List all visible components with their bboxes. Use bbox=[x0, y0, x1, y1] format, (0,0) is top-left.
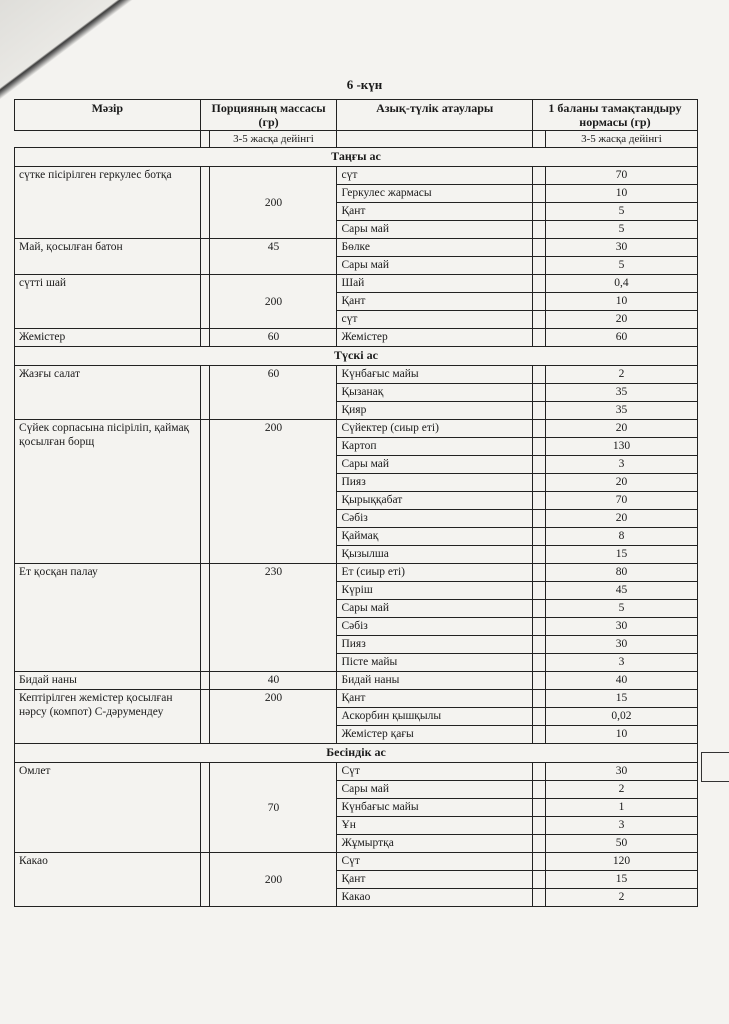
column-gap bbox=[532, 167, 545, 185]
column-gap bbox=[532, 600, 545, 618]
page-title: 6 -күн bbox=[346, 77, 383, 92]
ingredient-row bbox=[15, 420, 698, 438]
column-gap bbox=[532, 799, 545, 817]
ingredient-norm: 2 bbox=[545, 366, 697, 384]
dish-name: Жазғы салат bbox=[15, 366, 201, 420]
ingredient-name: Пияз bbox=[337, 636, 532, 654]
column-gap bbox=[532, 275, 545, 293]
ingredient-row bbox=[15, 275, 698, 293]
ingredient-norm: 5 bbox=[545, 221, 697, 239]
ingredient-name: Шай bbox=[337, 275, 532, 293]
dish-portion: 200 bbox=[210, 690, 337, 744]
menu-table bbox=[14, 99, 698, 907]
ingredient-name: Пісте майы bbox=[337, 654, 532, 672]
ingredient-row bbox=[15, 239, 698, 257]
ingredient-name: Аскорбин қышқылы bbox=[337, 708, 532, 726]
ingredient-name: Какао bbox=[337, 889, 532, 907]
column-gap bbox=[532, 654, 545, 672]
ingredient-norm: 10 bbox=[545, 185, 697, 203]
menu-body bbox=[15, 148, 698, 907]
column-gap bbox=[532, 293, 545, 311]
ingredient-name: Қант bbox=[337, 203, 532, 221]
ingredient-name: Бөлке bbox=[337, 239, 532, 257]
subheader-dish-empty bbox=[15, 131, 201, 148]
column-gap bbox=[200, 853, 210, 907]
ingredient-norm: 5 bbox=[545, 600, 697, 618]
dish-portion: 200 bbox=[210, 420, 337, 564]
column-gap bbox=[532, 763, 545, 781]
ingredient-name: Ұн bbox=[337, 817, 532, 835]
ingredient-norm: 1 bbox=[545, 799, 697, 817]
ingredient-name: Қызанақ bbox=[337, 384, 532, 402]
header-portion: Порцияның массасы (гр) bbox=[200, 100, 337, 131]
ingredient-norm: 120 bbox=[545, 853, 697, 871]
column-gap bbox=[200, 690, 210, 744]
dish-name: Май, қосылған батон bbox=[15, 239, 201, 275]
column-gap bbox=[532, 835, 545, 853]
subheader-gap bbox=[532, 131, 545, 148]
ingredient-norm: 30 bbox=[545, 636, 697, 654]
ingredient-name: Пияз bbox=[337, 474, 532, 492]
dish-name: Омлет bbox=[15, 763, 201, 853]
ingredient-name: Күнбағыс майы bbox=[337, 799, 532, 817]
ingredient-norm: 15 bbox=[545, 546, 697, 564]
ingredient-norm: 30 bbox=[545, 763, 697, 781]
ingredient-name: Сары май bbox=[337, 600, 532, 618]
ingredient-name: Қант bbox=[337, 293, 532, 311]
column-gap bbox=[532, 257, 545, 275]
ingredient-name: Сары май bbox=[337, 257, 532, 275]
header-norm: 1 баланы тамақтандыру нормасы (гр) bbox=[532, 100, 697, 131]
subheader-row bbox=[15, 131, 698, 148]
column-gap bbox=[532, 384, 545, 402]
ingredient-name: Жұмыртқа bbox=[337, 835, 532, 853]
column-gap bbox=[532, 185, 545, 203]
ingredient-row bbox=[15, 167, 698, 185]
section-row bbox=[15, 347, 698, 366]
ingredient-row bbox=[15, 763, 698, 781]
ingredient-name: Қияр bbox=[337, 402, 532, 420]
ingredient-name: Сары май bbox=[337, 456, 532, 474]
column-gap bbox=[532, 474, 545, 492]
dish-portion: 60 bbox=[210, 329, 337, 347]
ingredient-name: Жемістер қағы bbox=[337, 726, 532, 744]
ingredient-norm: 20 bbox=[545, 420, 697, 438]
column-gap bbox=[532, 726, 545, 744]
ingredient-norm: 20 bbox=[545, 311, 697, 329]
dish-portion: 200 bbox=[210, 167, 337, 239]
ingredient-norm: 70 bbox=[545, 167, 697, 185]
ingredient-norm: 130 bbox=[545, 438, 697, 456]
ingredient-norm: 5 bbox=[545, 203, 697, 221]
column-gap bbox=[532, 528, 545, 546]
column-gap bbox=[532, 456, 545, 474]
dish-name: Кептірілген жемістер қосылған нәрсу (компот) С-дәрумендеу bbox=[15, 690, 201, 744]
column-gap bbox=[532, 853, 545, 871]
ingredient-norm: 3 bbox=[545, 817, 697, 835]
column-gap bbox=[200, 672, 210, 690]
ingredient-norm: 20 bbox=[545, 474, 697, 492]
ingredient-name: Ет (сиыр еті) bbox=[337, 564, 532, 582]
column-gap bbox=[532, 636, 545, 654]
column-gap bbox=[532, 889, 545, 907]
ingredient-name: Геркулес жармасы bbox=[337, 185, 532, 203]
ingredient-name: Бидай наны bbox=[337, 672, 532, 690]
section-title: Түскі ас bbox=[15, 347, 698, 366]
ingredient-row bbox=[15, 564, 698, 582]
ingredient-name: Күнбағыс майы bbox=[337, 366, 532, 384]
ingredient-norm: 15 bbox=[545, 871, 697, 889]
column-gap bbox=[200, 167, 210, 239]
column-gap bbox=[200, 564, 210, 672]
ingredient-norm: 2 bbox=[545, 889, 697, 907]
ingredient-norm: 8 bbox=[545, 528, 697, 546]
column-gap bbox=[200, 420, 210, 564]
ingredient-norm: 0,4 bbox=[545, 275, 697, 293]
header-ingredient: Азық-түлік атаулары bbox=[337, 100, 532, 131]
header-dish: Мәзір bbox=[15, 100, 201, 131]
dish-name: Сүйек сорпасына пісіріліп, қаймақ қосылған борщ bbox=[15, 420, 201, 564]
subheader-ingredient-empty bbox=[337, 131, 532, 148]
ingredient-row bbox=[15, 329, 698, 347]
ingredient-name: Сәбіз bbox=[337, 618, 532, 636]
ingredient-row bbox=[15, 672, 698, 690]
column-gap bbox=[532, 329, 545, 347]
dish-portion: 60 bbox=[210, 366, 337, 420]
ingredient-norm: 50 bbox=[545, 835, 697, 853]
ingredient-norm: 0,02 bbox=[545, 708, 697, 726]
ingredient-norm: 80 bbox=[545, 564, 697, 582]
subheader-norm: 3-5 жасқа дейінгі bbox=[545, 131, 697, 148]
column-gap bbox=[200, 366, 210, 420]
ingredient-norm: 10 bbox=[545, 726, 697, 744]
ingredient-name: Қант bbox=[337, 871, 532, 889]
dish-portion: 200 bbox=[210, 853, 337, 907]
column-gap bbox=[532, 690, 545, 708]
ingredient-row bbox=[15, 853, 698, 871]
dish-name: сүтке пісірілген геркулес ботқа bbox=[15, 167, 201, 239]
column-gap bbox=[532, 420, 545, 438]
column-gap bbox=[532, 582, 545, 600]
ingredient-name: Сүйектер (сиыр еті) bbox=[337, 420, 532, 438]
ingredient-norm: 40 bbox=[545, 672, 697, 690]
section-row bbox=[15, 744, 698, 763]
ingredient-norm: 30 bbox=[545, 618, 697, 636]
column-gap bbox=[532, 546, 545, 564]
ingredient-name: Қырыққабат bbox=[337, 492, 532, 510]
ingredient-name: сүт bbox=[337, 311, 532, 329]
header-row bbox=[15, 100, 698, 131]
ingredient-row bbox=[15, 366, 698, 384]
dish-name: Бидай наны bbox=[15, 672, 201, 690]
column-gap bbox=[532, 708, 545, 726]
dish-portion: 230 bbox=[210, 564, 337, 672]
ingredient-name: Сары май bbox=[337, 781, 532, 799]
subheader-portion: 3-5 жасқа дейінгі bbox=[210, 131, 337, 148]
column-gap bbox=[532, 781, 545, 799]
section-title: Бесіндік ас bbox=[15, 744, 698, 763]
ingredient-row bbox=[15, 690, 698, 708]
column-gap bbox=[532, 203, 545, 221]
column-gap bbox=[532, 510, 545, 528]
ingredient-norm: 3 bbox=[545, 654, 697, 672]
column-gap bbox=[532, 438, 545, 456]
dish-portion: 70 bbox=[210, 763, 337, 853]
ingredient-norm: 45 bbox=[545, 582, 697, 600]
column-gap bbox=[532, 672, 545, 690]
column-gap bbox=[532, 311, 545, 329]
column-gap bbox=[532, 239, 545, 257]
section-row bbox=[15, 148, 698, 167]
column-gap bbox=[532, 817, 545, 835]
dish-portion: 40 bbox=[210, 672, 337, 690]
ingredient-norm: 70 bbox=[545, 492, 697, 510]
ingredient-name: Қант bbox=[337, 690, 532, 708]
ingredient-norm: 10 bbox=[545, 293, 697, 311]
ingredient-norm: 2 bbox=[545, 781, 697, 799]
subheader-gap bbox=[200, 131, 210, 148]
ingredient-name: Сүт bbox=[337, 853, 532, 871]
dish-name: Ет қосқан палау bbox=[15, 564, 201, 672]
ingredient-norm: 35 bbox=[545, 402, 697, 420]
column-gap bbox=[200, 275, 210, 329]
column-gap bbox=[532, 366, 545, 384]
column-gap bbox=[532, 402, 545, 420]
ingredient-norm: 5 bbox=[545, 257, 697, 275]
ingredient-norm: 35 bbox=[545, 384, 697, 402]
dish-portion: 45 bbox=[210, 239, 337, 275]
ingredient-norm: 15 bbox=[545, 690, 697, 708]
ingredient-norm: 3 bbox=[545, 456, 697, 474]
ingredient-name: Күріш bbox=[337, 582, 532, 600]
column-gap bbox=[200, 763, 210, 853]
column-gap bbox=[532, 492, 545, 510]
ingredient-name: Сары май bbox=[337, 221, 532, 239]
ingredient-norm: 20 bbox=[545, 510, 697, 528]
dish-name: Жемістер bbox=[15, 329, 201, 347]
column-gap bbox=[532, 221, 545, 239]
column-gap bbox=[200, 239, 210, 275]
section-title: Таңғы ас bbox=[15, 148, 698, 167]
ingredient-norm: 60 bbox=[545, 329, 697, 347]
ingredient-name: Сәбіз bbox=[337, 510, 532, 528]
dish-name: сүтті шай bbox=[15, 275, 201, 329]
ingredient-name: Жемістер bbox=[337, 329, 532, 347]
column-gap bbox=[200, 329, 210, 347]
ingredient-norm: 30 bbox=[545, 239, 697, 257]
ingredient-name: Қызылша bbox=[337, 546, 532, 564]
ingredient-name: Картоп bbox=[337, 438, 532, 456]
ingredient-name: Сүт bbox=[337, 763, 532, 781]
dish-portion: 200 bbox=[210, 275, 337, 329]
ingredient-name: сүт bbox=[337, 167, 532, 185]
ingredient-name: Қаймақ bbox=[337, 528, 532, 546]
column-gap bbox=[532, 618, 545, 636]
edge-mark bbox=[701, 752, 729, 782]
column-gap bbox=[532, 871, 545, 889]
dish-name: Какао bbox=[15, 853, 201, 907]
column-gap bbox=[532, 564, 545, 582]
